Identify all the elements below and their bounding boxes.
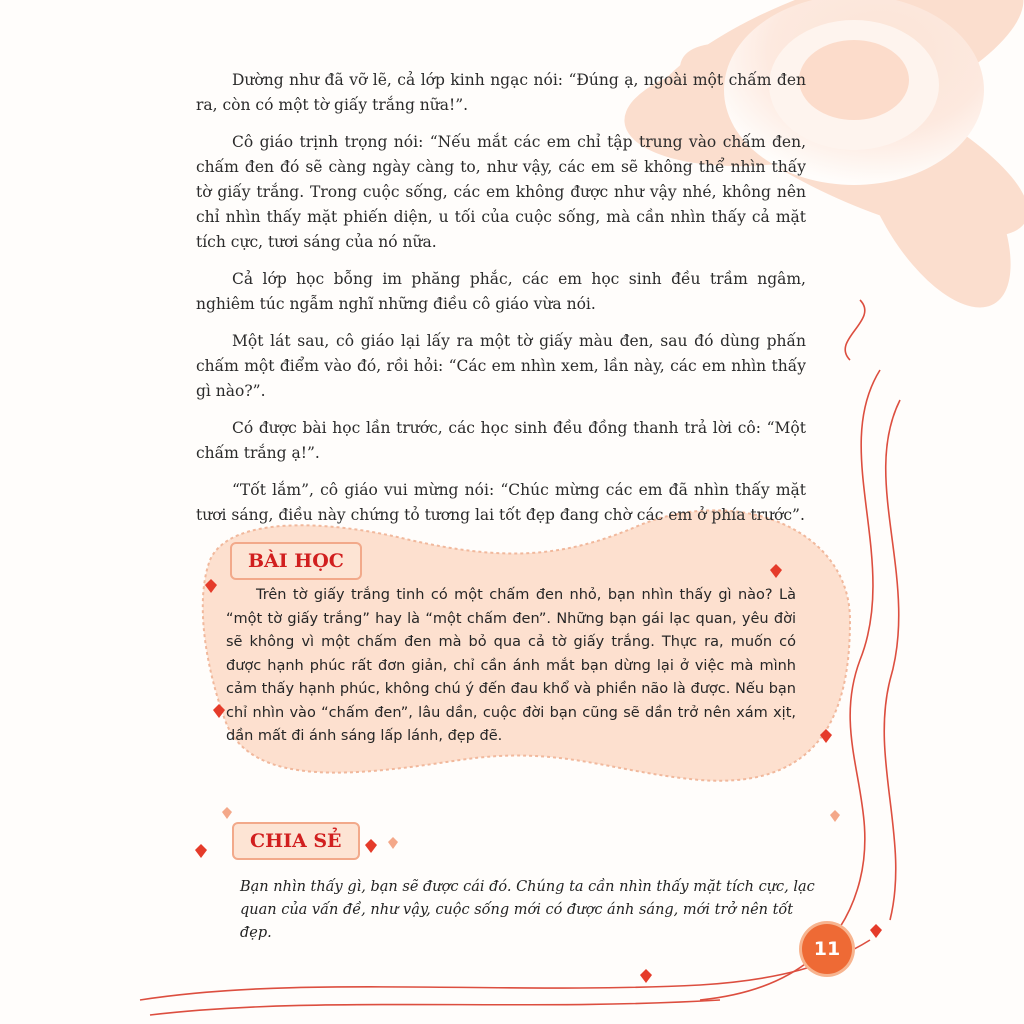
story-text xyxy=(196,68,806,540)
share-text xyxy=(240,876,820,945)
story-paragraph: Dường như đã vỡ lẽ, cả lớp kinh ngạc nói: “Đúng ạ, ngoài một chấm đen ra, còn có một tờ giấy trắng nữa!”. xyxy=(196,71,806,114)
share-heading: CHIA SẺ xyxy=(232,822,360,860)
story-paragraph: Cô giáo trịnh trọng nói: “Nếu mắt các em chỉ tập trung vào chấm đen, chấm đen đó sẽ càng ngày càng to, như vậy, các em sẽ không thể nhìn thấy tờ giấy trắng. Trong cuộc sống, các em không được như vậy nhé, không nên chỉ nhìn thấy mặt phiến diện, u tối của cuộc sống, mà cần nhìn thấy cả mặt tích cực, tươi sáng của nó nữa. xyxy=(196,133,806,251)
story-paragraph: Một lát sau, cô giáo lại lấy ra một tờ giấy màu đen, sau đó dùng phấn chấm một điểm vào đó, rồi hỏi: “Các em nhìn xem, lần này, các em nhìn thấy gì nào?”. xyxy=(196,332,806,400)
lesson-text xyxy=(226,584,796,749)
story-paragraph: “Tốt lắm”, cô giáo vui mừng nói: “Chúc mừng các em đã nhìn thấy mặt tươi sáng, điều này chứng tỏ tương lai tốt đẹp đang chờ các em ở phía trước”. xyxy=(196,481,806,524)
lesson-heading: BÀI HỌC xyxy=(230,542,362,580)
lesson-paragraph: Trên tờ giấy trắng tinh có một chấm đen nhỏ, bạn nhìn thấy gì nào? Là “một tờ giấy trắng” hay là “một chấm đen”. Những bạn gái lạc quan, yêu đời sẽ không vì một chấm đen mà bỏ qua cả tờ giấy trắng. Thực ra, muốn có được hạnh phúc rất đơn giản, chỉ cần ánh mắt bạn dừng lại ở việc mà mình cảm thấy hạnh phúc, không chú ý đến đau khổ và phiền não là được. Nếu bạn chỉ nhìn vào “chấm đen”, lâu dần, cuộc đời bạn cũng sẽ dần trở nên xám xịt, dần mất đi ánh sáng lấp lánh, đẹp đẽ. xyxy=(226,587,796,744)
story-paragraph: Có được bài học lần trước, các học sinh đều đồng thanh trả lời cô: “Một chấm trắng ạ!”. xyxy=(196,419,806,462)
share-paragraph: Bạn nhìn thấy gì, bạn sẽ được cái đó. Chúng ta cần nhìn thấy mặt tích cực, lạc quan của vấn đề, như vậy, cuộc sống mới có được ánh sáng, mới trở nên tốt đẹp. xyxy=(240,879,815,941)
page-number: 11 xyxy=(802,924,852,974)
story-paragraph: Cả lớp học bỗng im phăng phắc, các em học sinh đều trầm ngâm, nghiêm túc ngẫm nghĩ những điều cô giáo vừa nói. xyxy=(196,270,806,313)
